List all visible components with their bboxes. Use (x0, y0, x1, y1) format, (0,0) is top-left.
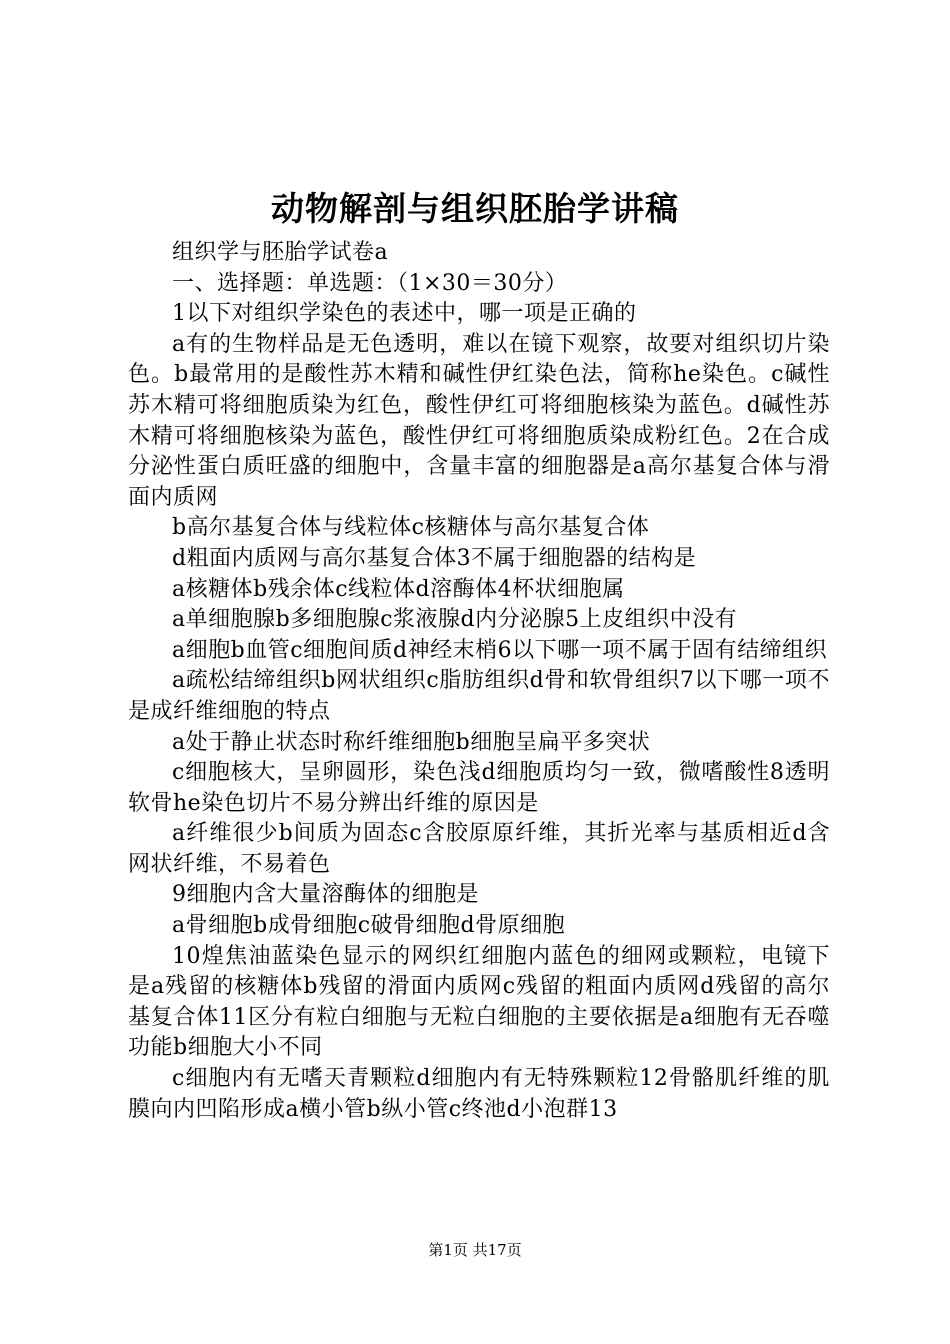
paragraph: a纤维很少b间质为固态c含胶原原纤维，其折光率与基质相近d含网状纤维，不易着色 (128, 821, 830, 877)
paragraph: a疏松结缔组织b网状组织c脂肪组织d骨和软骨组织7以下哪一项不是成纤维细胞的特点 (128, 668, 830, 724)
paragraph: c细胞核大，呈卵圆形，染色浅d细胞质均匀一致，微嗜酸性8透明软骨he染色切片不易分辨出纤维的原因是 (128, 760, 830, 816)
paragraph: 组织学与胚胎学试卷a (172, 240, 389, 265)
paragraph: c细胞内有无嗜天青颗粒d细胞内有无特殊颗粒12骨骼肌纤维的肌膜向内凹陷形成a横小管b纵小管c终池d小泡群13 (128, 1066, 830, 1122)
paragraph: 9细胞内含大量溶酶体的细胞是 (172, 882, 479, 908)
paragraph: a有的生物样品是无色透明，难以在镜下观察，故要对组织切片染色。b最常用的是酸性苏木精和碱性伊红染色法，简称he染色。c碱性苏木精可将细胞质染为红色，酸性伊红可将细胞核染为蓝色。d碱性苏木精可将细胞核染为蓝色，酸性伊红可将细胞质染成粉红色。2在合成分泌性蛋白质旺盛的细胞中，含量丰富的细胞器是a高尔基复合体与滑面内质网 (128, 331, 830, 510)
paragraph: a处于静止状态时称纤维细胞b细胞呈扁平多突状 (172, 729, 651, 755)
document-body (128, 238, 830, 1125)
paragraph: a单细胞腺b多细胞腺c浆液腺d内分泌腺5上皮组织中没有 (172, 607, 738, 633)
paragraph: 1以下对组织学染色的表述中，哪一项是正确的 (172, 301, 637, 327)
paragraph: d粗面内质网与高尔基复合体3不属于细胞器的结构是 (172, 545, 697, 571)
paragraph: a骨细胞b成骨细胞c破骨细胞d骨原细胞 (172, 913, 566, 939)
page-number-footer: 第1页 共17页 (428, 1241, 522, 1259)
paragraph: b高尔基复合体与线粒体c核糖体与高尔基复合体 (172, 515, 650, 541)
paragraph: 10煌焦油蓝染色显示的网织红细胞内蓝色的细网或颗粒，电镜下是a残留的核糖体b残留的滑面内质网c残留的粗面内质网d残留的高尔基复合体11区分有粒白细胞与无粒白细胞的主要依据是a细胞有无吞噬功能b细胞大小不同 (128, 943, 830, 1061)
paragraph: a核糖体b残余体c线粒体d溶酶体4杯状细胞属 (172, 576, 625, 602)
paragraph: 一、选择题：单选题：（1×30＝30分） (172, 270, 568, 296)
document-title: 动物解剖与组织胚胎学讲稿 (271, 189, 679, 228)
paragraph: a细胞b血管c细胞间质d神经末梢6以下哪一项不属于固有结缔组织 (172, 637, 828, 663)
